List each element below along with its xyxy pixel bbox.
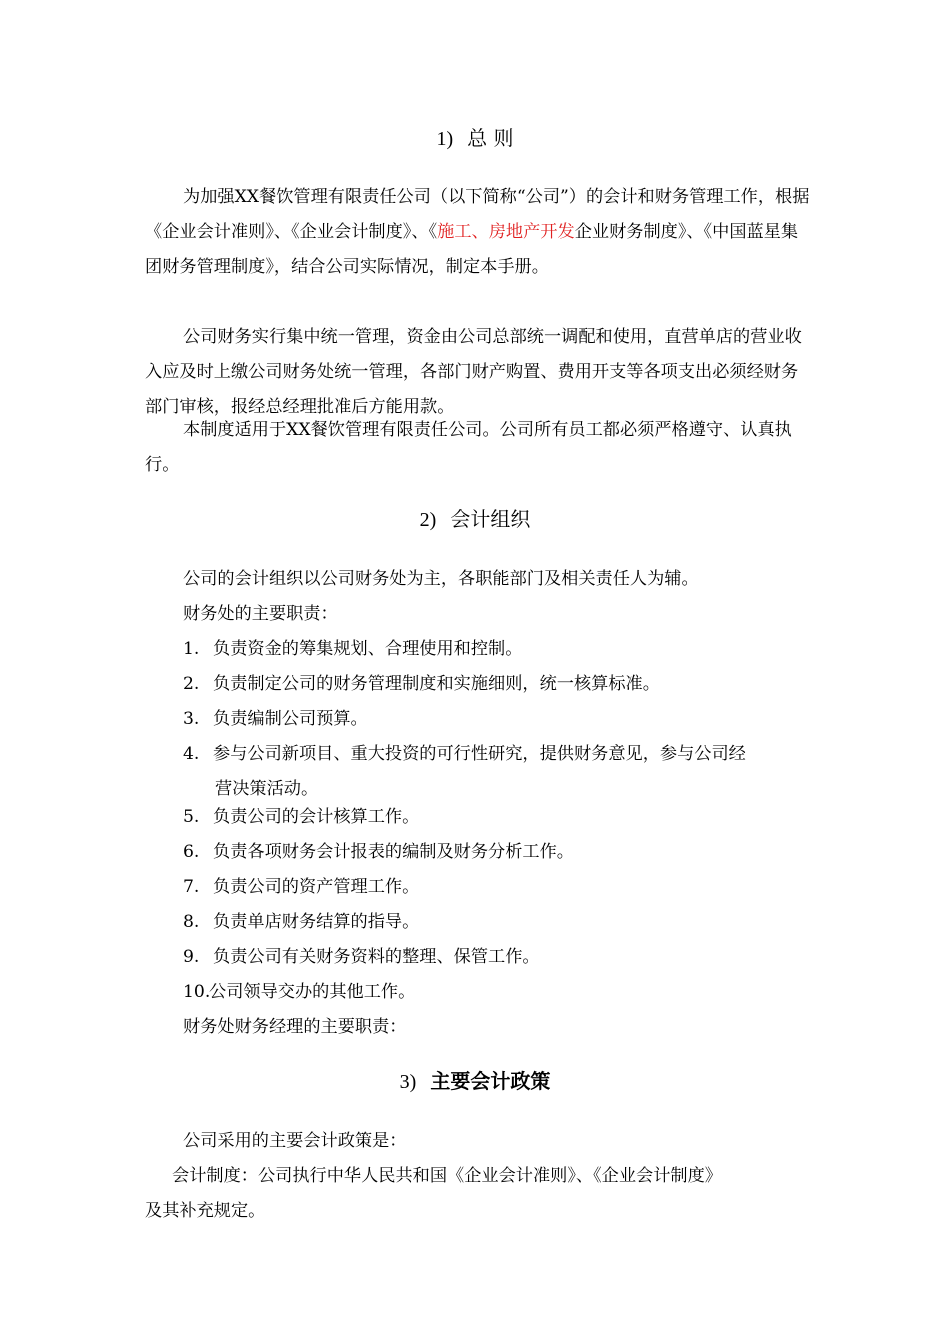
list-number: 6. [183, 842, 200, 862]
list-text: 负责公司有关财务资料的整理、保管工作。 [213, 947, 540, 967]
list-text: 负责公司的资产管理工作。 [213, 877, 420, 897]
list-number: 9. [183, 947, 200, 967]
list-text: 负责制定公司的财务管理制度和实施细则，统一核算标准。 [213, 674, 660, 694]
list-text: 公司领导交办的其他工作。 [209, 982, 416, 1002]
list-item [183, 905, 823, 940]
list-text: 负责单店财务结算的指导。 [213, 912, 420, 932]
list-item [183, 835, 823, 870]
section-heading-general [0, 124, 950, 153]
list-number: 10. [183, 982, 211, 1002]
section-heading-org [0, 505, 950, 534]
list-item [183, 702, 823, 737]
general-paragraph-2: 公司财务实行集中统一管理，资金由公司总部统一调配和使用，直营单店的营业收入应及时上缴公司财务处统一管理，各部门财产购置、费用开支等各项支出必须经财务部门审核，报经总经理批准后方能用款。 [145, 327, 802, 417]
section-number: 2) [419, 509, 437, 531]
list-number: 5. [183, 807, 200, 827]
list-item [183, 940, 823, 975]
list-number: 2. [183, 674, 200, 694]
list-number: 3. [183, 709, 200, 729]
policy-line-2: 及其补充规定。 [145, 1201, 266, 1221]
section-title: 总 则 [467, 126, 514, 150]
list-item [183, 737, 823, 807]
list-text-continued: 营决策活动。 [215, 779, 319, 799]
manager-duties-title: 财务处财务经理的主要职责： [183, 1017, 407, 1037]
list-item [183, 870, 823, 905]
list-number: 4. [183, 744, 200, 764]
section-number: 3) [399, 1071, 417, 1093]
org-intro: 公司的会计组织以公司财务处为主，各职能部门及相关责任人为辅。 [183, 569, 699, 589]
general-p1-part-a: 为加强XX餐饮管理有限责任公司（以下简称“公司”）的会计和财务管理工作，根据《企业会计准则》、《企业会计制度》、《 [145, 187, 810, 242]
list-text: 负责公司的会计核算工作。 [213, 807, 420, 827]
list-number: 1. [183, 639, 200, 659]
list-number: 7. [183, 877, 200, 897]
policy-intro: 公司采用的主要会计政策是： [183, 1131, 407, 1151]
section-number: 1) [436, 128, 454, 150]
general-paragraph-3: 本制度适用于XX餐饮管理有限责任公司。公司所有员工都必须严格遵守、认真执行。 [145, 420, 792, 475]
list-item [183, 975, 823, 1010]
list-text: 负责资金的筹集规划、合理使用和控制。 [213, 639, 523, 659]
policy-line-1: 会计制度：公司执行中华人民共和国《企业会计准则》、《企业会计制度》 [172, 1166, 722, 1186]
highlighted-text: 施工、房地产开发 [437, 222, 575, 242]
duties-title: 财务处的主要职责： [183, 604, 338, 624]
list-item [183, 800, 823, 835]
list-item [183, 632, 823, 667]
list-text: 负责各项财务会计报表的编制及财务分析工作。 [213, 842, 574, 862]
section-heading-policy [0, 1067, 950, 1096]
list-number: 8. [183, 912, 200, 932]
section-title: 主要会计政策 [430, 1069, 551, 1093]
section-title: 会计组织 [450, 507, 531, 531]
list-text: 负责编制公司预算。 [213, 709, 368, 729]
general-p1-part-b: 企业财务制度》、《中国蓝星集团财务管理制度》，结合公司实际情况，制定本手册。 [145, 222, 799, 277]
general-paragraph-1 [145, 180, 815, 285]
list-item [183, 667, 823, 702]
list-text: 参与公司新项目、重大投资的可行性研究，提供财务意见，参与公司经 [213, 744, 746, 764]
